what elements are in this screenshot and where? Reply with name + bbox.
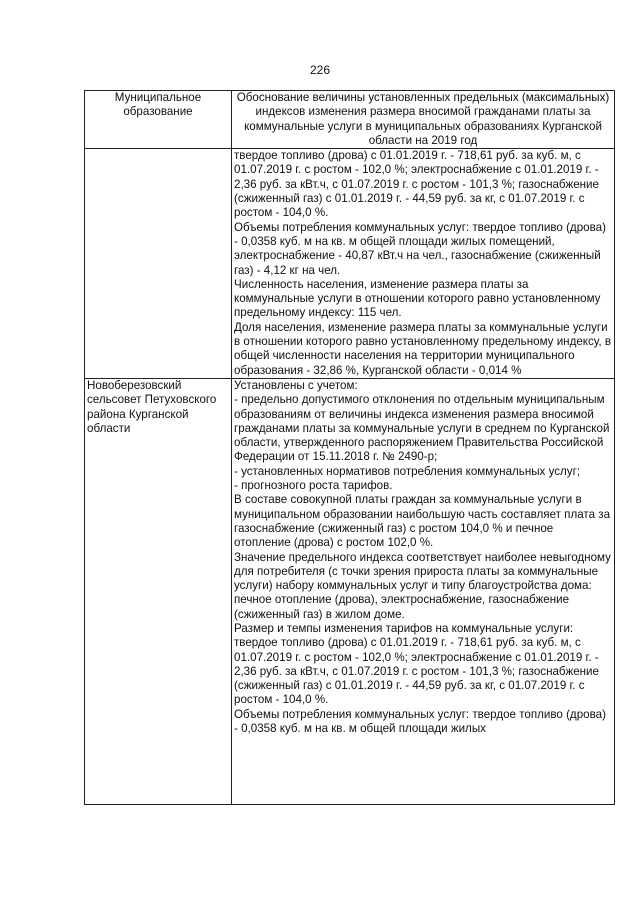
table-header-row: [85, 91, 615, 149]
paragraph: Объемы потребления коммунальных услуг: твердое топливо (дрова) - 0,0358 куб. м на кв. м общей площади жилых: [234, 707, 606, 736]
header-municipality: Муниципальное образование: [85, 91, 232, 149]
municipality-cell: Новоберезовский сельсовет Петуховского района Курганской области: [85, 378, 232, 804]
paragraph: твердое топливо (дрова) с 01.01.2019 г. - 718,61 руб. за куб. м, с 01.07.2019 г. с ростом - 102,0 %; электроснабжение с 01.01.2019 г. - 2,36 руб. за кВт.ч, с 01.07.2019 г. с ростом - 101,3 %; газоснабжение (сжиженный газ) с 01.01.2019 г. - 44,59 руб. за кг, с 01.07.2019 г. с ростом - 104,0 %.: [234, 636, 599, 707]
paragraph: печное отопление (дрова), электроснабжение, газоснабжение (сжиженный газ) в жилом доме.: [234, 593, 570, 621]
justification-cell: [232, 378, 615, 804]
paragraph: - предельно допустимого отклонения по отдельным муниципальным образованиям от величины индекса изменения размера вносимой гражданами платы за коммунальные услуги в среднем по Курганской области, утвержденного распоряжением Правительства Российской Федерации от 15.11.2018 г. № 2490-р;: [234, 393, 610, 464]
paragraph: - установленных нормативов потребления коммунальных услуг;: [234, 464, 581, 478]
paragraph: В составе совокупной платы граждан за коммунальные услуги в муниципальном образовании наибольшую часть составляет плата за газоснабжение (сжиженный газ) с ростом 104,0 % и печное отопление (дрова) с ростом 102,0 %.: [234, 493, 611, 550]
municipality-cell: [85, 149, 232, 379]
paragraph: твердое топливо (дрова) с 01.01.2019 г. - 718,61 руб. за куб. м, с 01.07.2019 г. с ростом - 102,0 %; электроснабжение с 01.01.2019 г. - 2,36 руб. за кВт.ч, с 01.07.2019 г. с ростом - 101,3 %; газоснабжение (сжиженный газ) с 01.01.2019 г. - 44,59 руб. за кг, с 01.07.2019 г. с ростом - 104,0 %.: [234, 149, 599, 220]
header-justification: Обоснование величины установленных предельных (максимальных) индексов изменения размера вносимой гражданами платы за коммунальные услуги в муниципальных образованиях Курганской области на 2019 год: [232, 91, 615, 149]
paragraph: Значение предельного индекса соответствует наиболее невыгодному для потребителя (с точки зрения прироста платы за коммунальные услуги) набору коммунальных услуг и типу благоустройства дома:: [234, 550, 611, 593]
paragraph: Размер и темпы изменения тарифов на коммунальные услуги:: [234, 621, 574, 635]
paragraph: Численность населения, изменение размера платы за коммунальные услуги в отношении которого равно установленному предельному индексу: 115 чел.: [234, 277, 601, 320]
page-number: 226: [309, 63, 331, 77]
justification-table: [84, 90, 615, 805]
paragraph: Установлены с учетом:: [234, 378, 358, 392]
paragraph: - прогнозного роста тарифов.: [234, 479, 393, 493]
table-row: [85, 149, 615, 379]
paragraph: Объемы потребления коммунальных услуг: твердое топливо (дрова) - 0,0358 куб. м на кв. м общей площади жилых помещений, электроснабжение - 40,87 кВт.ч на чел., газоснабжение (сжиженный газ) - 4,12 кг на чел.: [234, 220, 606, 277]
justification-cell: [232, 149, 615, 379]
paragraph: Доля населения, изменение размера платы за коммунальные услуги в отношении которого равно установленному предельному индексу, в общей численности населения на территории муниципального образования - 32,86 %, Курганской области - 0,014 %: [234, 320, 612, 377]
table-row: [85, 378, 615, 804]
